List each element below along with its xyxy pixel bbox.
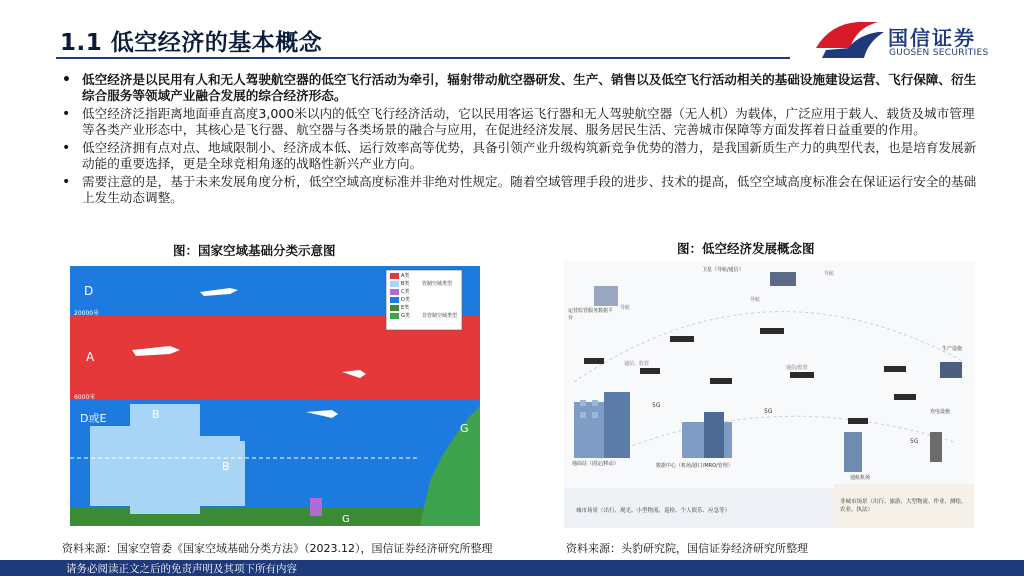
- label-class-a: A: [86, 350, 95, 364]
- bullet-item: • 低空经济是以民用有人和无人驾驶航空器的低空飞行活动为牵引，辐射带动航空器研发、生产、销售以及低空飞行活动相关的基础设施建设运营、飞行保障、衍生综合服务等领域产业融合发展的综合经济形态。: [62, 72, 977, 103]
- airspace-diagram: [70, 266, 480, 526]
- legend-group-controlled: 管制空域类型: [422, 281, 453, 287]
- label-class-b-1: B: [152, 408, 160, 421]
- left-figure-source: 资料来源：国家空管委《国家空域基础分类方法》（2023.12），国信证券经济研究所整理: [62, 542, 493, 555]
- label-nav-3: 导航: [824, 271, 835, 277]
- concept-diagram: [564, 262, 974, 528]
- label-class-d-or-e: D或E: [80, 412, 107, 425]
- logo-english-name: GUOSEN SECURITIES: [889, 48, 989, 58]
- label-charging: 充电设施: [930, 409, 951, 415]
- label-class-d: D: [84, 284, 94, 298]
- label-noncity-scenario: 非城市场景（出行、旅游、大型物流、作业、测绘、农业、执法）: [840, 499, 967, 513]
- bullet-item: • 低空经济泛指距离地面垂直高度3,000米以内的低空飞行经济活动，它以民用客运飞行器和无人驾驶航空器（无人机）为载体，广泛应用于载人、载货及城市管理等各类产业形态中，其核心是飞行器、航空器与各类场景的融合与应用，在促进经济发展、服务居民生活、完善城市保障等方面发挥着日益重要的作用。: [62, 106, 975, 137]
- label-class-b-2: B: [222, 460, 230, 473]
- label-production-facility: 生产设施: [942, 346, 963, 352]
- footer-disclaimer: 请务必阅读正文之后的免责声明及其项下所有内容: [66, 563, 297, 575]
- label-class-g-2: G: [460, 422, 469, 435]
- label-5g-2: 5G: [764, 408, 773, 415]
- label-5g-3: 5G: [910, 438, 919, 445]
- logo-wordmark: 国信证券: [888, 26, 976, 50]
- label-satellite: 卫星（导航/通信）: [702, 267, 744, 273]
- legend-group-uncontrolled: 非管制空域类型: [422, 313, 458, 319]
- label-platform: 运营监管服务数据平台: [568, 308, 614, 321]
- label-comm: 通信、监管: [624, 361, 650, 367]
- right-figure-source: 资料来源：头豹研究院，国信证券经济研究所整理: [566, 542, 808, 555]
- bullet-list: [62, 72, 977, 208]
- label-5g-1: 5G: [652, 402, 661, 409]
- label-data-center: 数据中心（机场/港口/MRO/管理）: [656, 463, 733, 469]
- bullet-item: • 低空经济拥有点对点、地域限制小、经济成本低、运行效率高等优势，具备引领产业升级构筑新竞争优势的潜力，是我国新质生产力的典型代表，也是培育发展新动能的重要选择，更是全球竞相角逐的战略性新兴产业方向。: [62, 140, 977, 171]
- left-figure-title: 图：国家空域基础分类示意图: [173, 243, 336, 258]
- right-figure-title: 图：低空经济发展概念图: [677, 241, 815, 256]
- altitude-label-mid: 6000米: [74, 394, 96, 401]
- label-relay: 通信/监管: [786, 365, 808, 371]
- label-airport: 通航机场: [850, 475, 871, 481]
- label-nav-2: 导航: [750, 297, 761, 303]
- page-title: 1.1 低空经济的基本概念: [60, 30, 323, 56]
- bullet-item: • 需要注意的是，基于未来发展角度分析，低空空域高度标准并非绝对性规定。随着空域管理手段的进步、技术的提高，低空空域高度标准会在保证运行安全的基础上发生动态调整。: [62, 174, 977, 205]
- altitude-label-top: 20000米: [74, 310, 100, 317]
- label-nav-1: 导航: [620, 305, 631, 311]
- title-divider: [56, 57, 790, 59]
- legend-list: A类 B类 C类 D类 E类 G类: [401, 273, 410, 319]
- label-city-scenario: 城市场景（出行、观光、小型物流、巡检、个人娱乐、应急等）: [576, 508, 731, 514]
- label-ground-station: 地面站（固定/移动）: [572, 461, 619, 467]
- label-class-g-1: G: [342, 514, 350, 525]
